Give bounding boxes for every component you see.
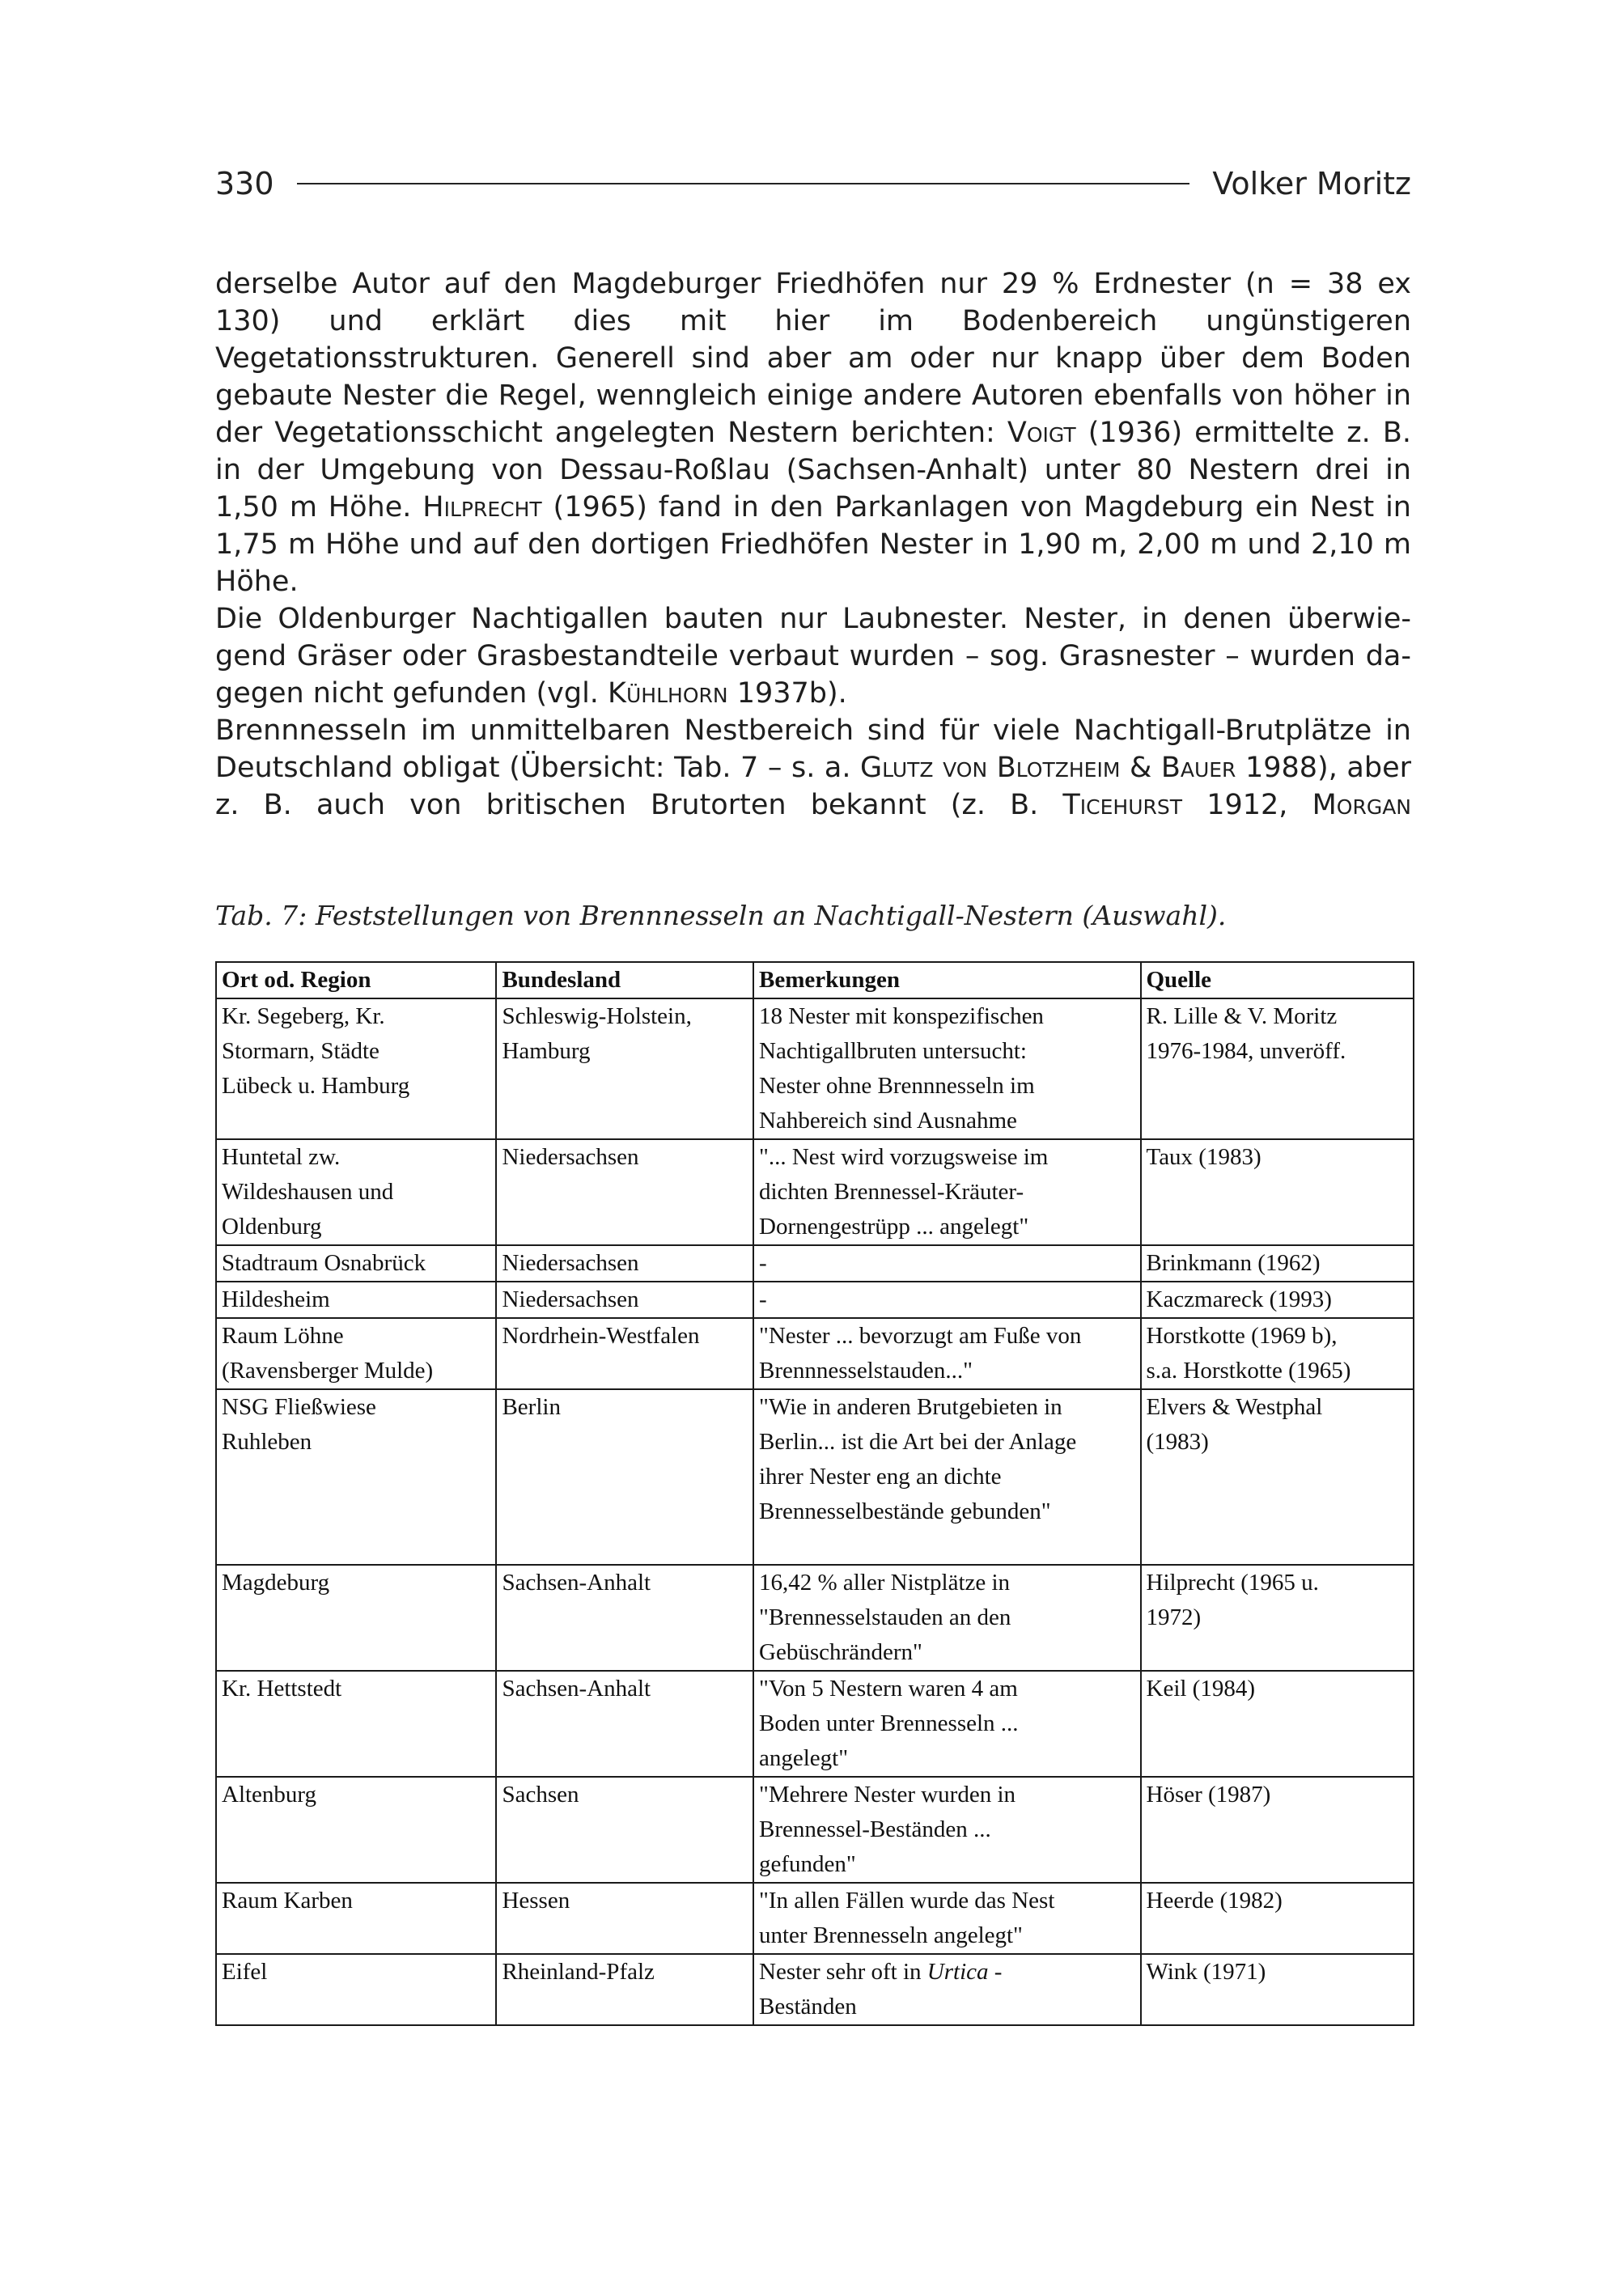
- species-name: Urtica: [926, 1959, 989, 1985]
- cell-line: "Mehrere Nester wurden in: [759, 1782, 1016, 1808]
- cell-remarks: [753, 1139, 1141, 1245]
- cell-line: dichten Brennessel-Kräuter-: [759, 1179, 1024, 1205]
- running-author: Volker Moritz: [1212, 166, 1411, 201]
- cell-location: [216, 1777, 496, 1883]
- cell-line: (Ravensberger Mulde): [222, 1358, 434, 1384]
- cell-line: "... Nest wird vorzugsweise im: [759, 1144, 1049, 1170]
- cell-line: Dornengestrüpp ... angelegt": [759, 1214, 1029, 1240]
- cell-line: Gebüschrändern": [759, 1639, 922, 1665]
- cell-remarks: [753, 1565, 1141, 1671]
- cell-line: Keil (1984): [1146, 1676, 1255, 1702]
- cell-remarks: [753, 1318, 1141, 1389]
- cell-line: gefunden": [759, 1851, 856, 1877]
- cell-line: Ruhleben: [222, 1429, 312, 1455]
- cell-remarks: [753, 1883, 1141, 1954]
- cell-state: [496, 1282, 753, 1318]
- cell-line: Kr. Hettstedt: [222, 1676, 342, 1702]
- cell-line: Stadtraum Osnabrück: [222, 1250, 426, 1276]
- cell-line: Altenburg: [222, 1782, 317, 1808]
- cell-line: Brinkmann (1962): [1146, 1250, 1321, 1276]
- cell-line: Sachsen-Anhalt: [502, 1676, 651, 1702]
- text-run: Die Oldenburger Nachtigallen bauten nur Laubnester. Nester, in denen überwie-gend Gräser oder Grasbestandteile verbaut wurden – sog. Grasnester – wurden da-gegen nicht gefunden (vgl.: [215, 603, 1411, 710]
- cell-line: Brennnesselstauden...": [759, 1358, 973, 1384]
- cell-source: [1141, 1565, 1414, 1671]
- table-row: [216, 1389, 1414, 1565]
- cell-line: (1983): [1146, 1429, 1209, 1455]
- text-run: 1937b).: [727, 677, 847, 710]
- table-row: [216, 1282, 1414, 1318]
- text-run: (1965) fand in den Parkanlagen von Magdeburg ein Nest in 1,75 m Höhe und auf den dortigen Friedhöfen Nester in 1,90 m, 2,00 m und 2,10 m Höhe.: [215, 491, 1411, 598]
- cell-line: Huntetal zw.: [222, 1144, 341, 1170]
- author-citation: Bauer: [1160, 752, 1236, 784]
- cell-line: Lübeck u. Hamburg: [222, 1073, 410, 1099]
- cell-line: Kaczmareck (1993): [1146, 1286, 1332, 1312]
- cell-state: [496, 1565, 753, 1671]
- cell-line: Niedersachsen: [502, 1250, 639, 1276]
- cell-line: Raum Löhne: [222, 1323, 344, 1349]
- cell-line: 18 Nester mit konspezifischen: [759, 1003, 1044, 1029]
- cell-line: Stormarn, Städte: [222, 1038, 379, 1064]
- cell-line: Nahbereich sind Ausnahme: [759, 1108, 1017, 1134]
- text-run: Brennnesseln im unmittelbaren Nestbereich sind für viele Nachtigall-Brutplätze in Deutschland obligat (Übersicht: Tab. 7 – s. a.: [215, 714, 1411, 784]
- table-row: [216, 1671, 1414, 1777]
- page-number: 330: [215, 166, 274, 201]
- text-run: derselbe Autor auf den Magdeburger Friedhöfen nur 29 % Erdnester (n = 38 ex 130) und erklärt dies mit hier im Bodenbereich ungünstigeren Vegetationsstrukturen. Generell sind aber am oder nur knapp über dem Boden gebaute Nester die Regel, wenngleich einige andere Autoren ebenfalls von höher in der Vegetationsschicht angelegten Nestern berichten:: [215, 268, 1411, 449]
- cell-location: [216, 998, 496, 1139]
- table-body: [216, 998, 1414, 2025]
- cell-remarks: [753, 1777, 1141, 1883]
- cell-line: Magdeburg: [222, 1570, 330, 1596]
- cell-source: [1141, 1777, 1414, 1883]
- cell-line: Schleswig-Holstein,: [502, 1003, 692, 1029]
- cell-line: "Nester ... bevorzugt am Fuße von: [759, 1323, 1082, 1349]
- cell-source: [1141, 1245, 1414, 1282]
- cell-line: Taux (1983): [1146, 1144, 1261, 1170]
- cell-line: Nester sehr oft in Urtica -: [759, 1959, 1003, 1985]
- cell-state: [496, 1139, 753, 1245]
- cell-line: Hamburg: [502, 1038, 591, 1064]
- cell-line: Nordrhein-Westfalen: [502, 1323, 700, 1349]
- cell-location: [216, 1565, 496, 1671]
- cell-line: Wildeshausen und: [222, 1179, 394, 1205]
- table-row: [216, 1777, 1414, 1883]
- cell-remarks: [753, 1671, 1141, 1777]
- cell-state: [496, 1671, 753, 1777]
- table-row: [216, 1245, 1414, 1282]
- column-header: Quelle: [1141, 962, 1414, 998]
- page-header: [215, 166, 1411, 201]
- cell-location: [216, 1389, 496, 1565]
- text-run: 1988), aber z. B. auch von britischen Brutorten bekannt (z. B.: [215, 752, 1411, 821]
- cell-line: Rheinland-Pfalz: [502, 1959, 655, 1985]
- cell-source: [1141, 1139, 1414, 1245]
- cell-line: 1972): [1146, 1604, 1202, 1630]
- cell-line: Heerde (1982): [1146, 1888, 1283, 1914]
- cell-line: Horstkotte (1969 b),: [1146, 1323, 1338, 1349]
- nettle-findings-table: [215, 961, 1414, 2026]
- body-paragraph: [215, 600, 1411, 712]
- cell-line: Niedersachsen: [502, 1144, 639, 1170]
- cell-line: Wink (1971): [1146, 1959, 1266, 1985]
- author-citation: Kühlhorn: [608, 677, 728, 710]
- cell-location: [216, 1282, 496, 1318]
- column-header: Ort od. Region: [216, 962, 496, 998]
- cell-line: "In allen Fällen wurde das Nest: [759, 1888, 1055, 1914]
- cell-state: [496, 1245, 753, 1282]
- cell-line: Sachsen: [502, 1782, 579, 1808]
- cell-source: [1141, 1389, 1414, 1565]
- cell-location: [216, 1318, 496, 1389]
- column-header: Bemerkungen: [753, 962, 1141, 998]
- cell-state: [496, 1389, 753, 1565]
- table-caption: Tab. 7: Feststellungen von Brennnesseln an Nachtigall-Nestern (Auswahl).: [215, 900, 1227, 931]
- cell-source: [1141, 1954, 1414, 2025]
- cell-line: ihrer Nester eng an dichte: [759, 1464, 1002, 1490]
- cell-line: Sachsen-Anhalt: [502, 1570, 651, 1596]
- column-header: Bundesland: [496, 962, 753, 998]
- cell-line: Hildesheim: [222, 1286, 330, 1312]
- cell-line: R. Lille & V. Moritz: [1146, 1003, 1338, 1029]
- author-citation: Ticehurst: [1062, 789, 1183, 821]
- cell-line: -: [759, 1250, 767, 1276]
- text-run: &: [1120, 752, 1161, 784]
- cell-remarks: [753, 1389, 1141, 1565]
- body-paragraph: [215, 265, 1411, 600]
- cell-line: Berlin... ist die Art bei der Anlage: [759, 1429, 1077, 1455]
- cell-line: s.a. Horstkotte (1965): [1146, 1358, 1351, 1384]
- cell-location: [216, 1245, 496, 1282]
- author-citation: Hilprecht: [422, 491, 542, 523]
- cell-remarks: [753, 1282, 1141, 1318]
- cell-line: unter Brennesseln angelegt": [759, 1922, 1023, 1948]
- cell-source: [1141, 1318, 1414, 1389]
- table-row: [216, 1883, 1414, 1954]
- text-run: (1936) ermittelte z. B. in der Umgebung von Dessau-Roßlau (Sachsen-Anhalt) unter 80 Nestern drei in 1,50 m Höhe.: [215, 417, 1411, 523]
- cell-line: "Brennesselstauden an den: [759, 1604, 1011, 1630]
- cell-source: [1141, 1883, 1414, 1954]
- cell-state: [496, 1954, 753, 2025]
- cell-remarks: [753, 998, 1141, 1139]
- cell-line: Elvers & Westphal: [1146, 1394, 1323, 1420]
- table-row: [216, 1318, 1414, 1389]
- cell-line: Brennessel-Beständen ...: [759, 1816, 991, 1842]
- cell-line: Hessen: [502, 1888, 570, 1914]
- cell-line: Beständen: [759, 1994, 857, 2020]
- table-row: [216, 1954, 1414, 2025]
- cell-location: [216, 1671, 496, 1777]
- table-row: [216, 998, 1414, 1139]
- cell-state: [496, 1318, 753, 1389]
- cell-line: Hilprecht (1965 u.: [1146, 1570, 1319, 1596]
- cell-line: Raum Karben: [222, 1888, 353, 1914]
- text-run: 1912,: [1182, 789, 1312, 821]
- cell-state: [496, 1777, 753, 1883]
- cell-line: 16,42 % aller Nistplätze in: [759, 1570, 1011, 1596]
- cell-location: [216, 1139, 496, 1245]
- header-rule: [297, 183, 1190, 184]
- author-citation: Morgan: [1312, 789, 1411, 821]
- cell-line: Kr. Segeberg, Kr.: [222, 1003, 385, 1029]
- cell-state: [496, 998, 753, 1139]
- cell-line: Niedersachsen: [502, 1286, 639, 1312]
- author-citation: Voigt: [1007, 417, 1076, 449]
- table-row: [216, 1139, 1414, 1245]
- cell-line: angelegt": [759, 1745, 849, 1771]
- cell-line: Nachtigallbruten untersucht:: [759, 1038, 1027, 1064]
- cell-source: [1141, 1282, 1414, 1318]
- cell-location: [216, 1954, 496, 2025]
- cell-line: [759, 1529, 1135, 1564]
- cell-line: "Wie in anderen Brutgebieten in: [759, 1394, 1062, 1420]
- table-header-row: [216, 962, 1414, 998]
- cell-line: Berlin: [502, 1394, 561, 1420]
- author-citation: Glutz von Blotzheim: [860, 752, 1121, 784]
- cell-line: Boden unter Brennesseln ...: [759, 1710, 1019, 1736]
- table-row: [216, 1565, 1414, 1671]
- cell-line: Nester ohne Brennnesseln im: [759, 1073, 1035, 1099]
- cell-line: "Von 5 Nestern waren 4 am: [759, 1676, 1018, 1702]
- cell-remarks: [753, 1245, 1141, 1282]
- cell-state: [496, 1883, 753, 1954]
- cell-remarks: [753, 1954, 1141, 2025]
- cell-line: Oldenburg: [222, 1214, 322, 1240]
- cell-source: [1141, 998, 1414, 1139]
- cell-line: Brennesselbestände gebunden": [759, 1498, 1051, 1524]
- cell-line: Höser (1987): [1146, 1782, 1271, 1808]
- body-paragraph: [215, 712, 1411, 824]
- cell-line: 1976-1984, unveröff.: [1146, 1038, 1346, 1064]
- cell-location: [216, 1883, 496, 1954]
- cell-line: NSG Fließwiese: [222, 1394, 376, 1420]
- cell-line: Eifel: [222, 1959, 268, 1985]
- body-text: [215, 265, 1411, 824]
- cell-source: [1141, 1671, 1414, 1777]
- cell-line: -: [759, 1286, 767, 1312]
